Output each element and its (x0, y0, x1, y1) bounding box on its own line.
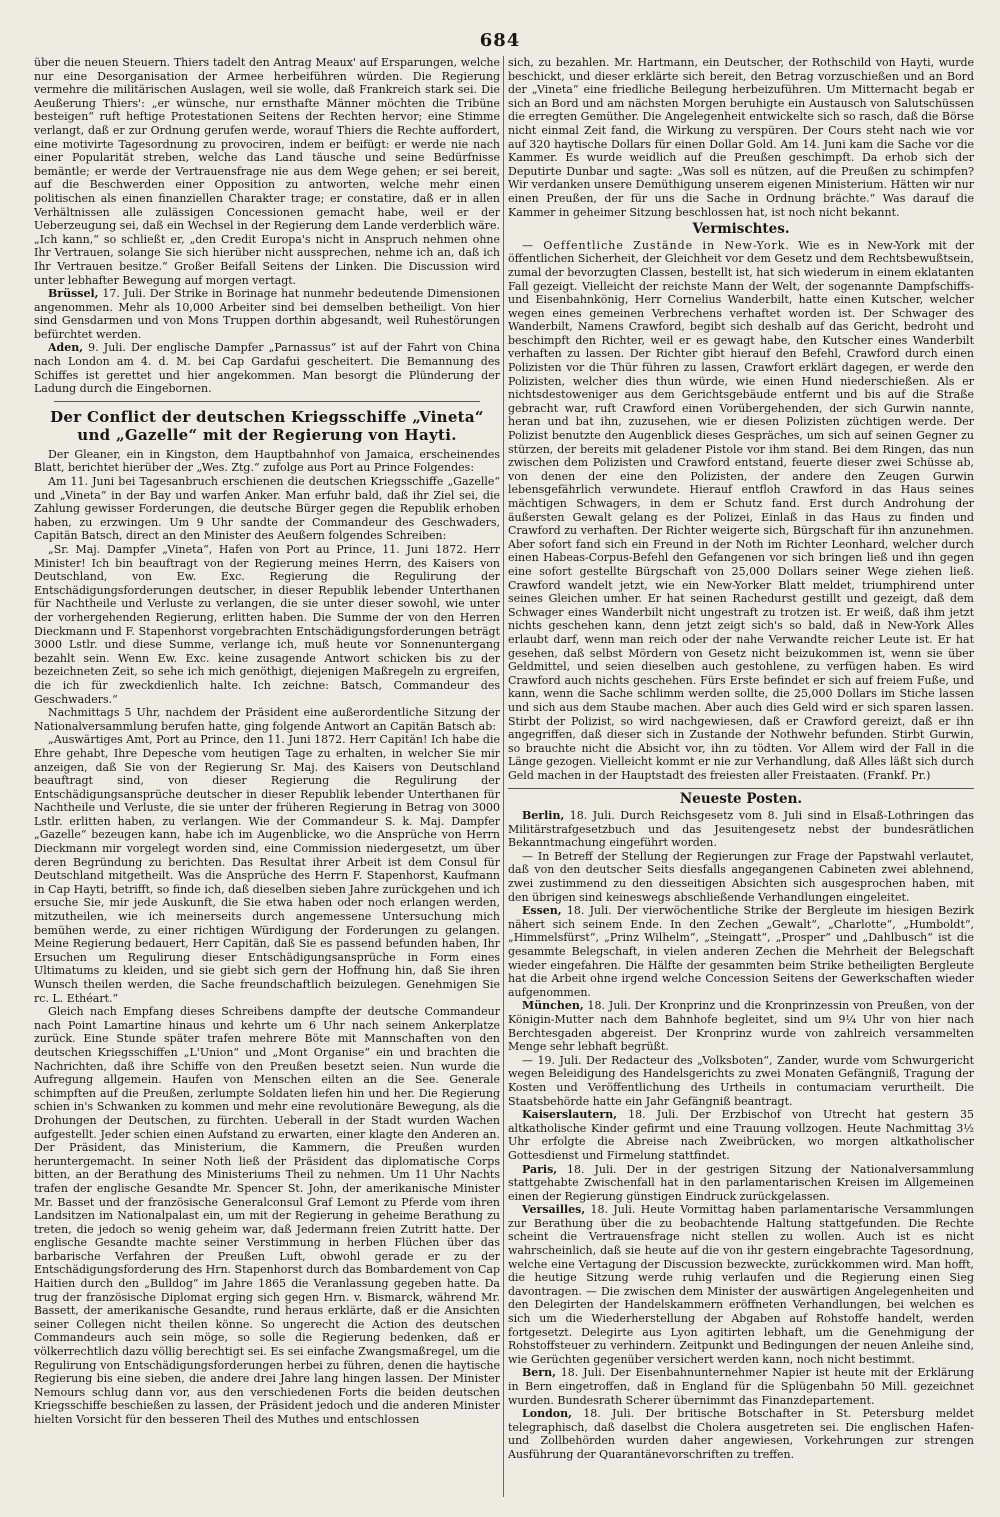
article-paragraph: „Auswärtiges Amt, Port au Prince, den 11. Juni 1872. Herr Capitän! Ich habe die Ehre gehabt, Ihre Depesche vom heutigen Tage zu erhalten, in welcher Sie mir anzeigen, daß Sie von der Regierung Sr. Maj. des Kaisers von Deutschland beauftragt sind, von dieser Regierung die Regulirung der Entschädigungsansprüche deutscher in dieser Republik lebender Unterthanen für Nachtheile und Verluste, die sie unter der früheren Regierung in Betrag von 3000 Lstlr. erlitten haben, zu verlangen. Wie der Commandeur S. k. Maj. Dampfer „Gazelle“ bezeugen kann, habe ich im Augenblicke, wo die Ansprüche von Herrn Dieckmann mir vorgelegt worden sind, eine Commission niedergesetzt, um über deren Begründung zu berichten. Das Resultat ihrer Arbeit ist dem Consul für Deutschland mitgetheilt. Was die Ansprüche des Herrn F. Stapenhorst, Kaufmann in Cap Hayti, betrifft, so finde ich, daß dieselben sieben Jahre zurückgehen und ich ersuche Sie, mir jede Auskunft, die Sie etwa haben oder noch erlangen werden, mitzutheilen, wie ich meinerseits durch angemessene Untersuchung mich bemühen werde, zu einer richtigen Würdigung der Forderungen zu gelangen. Meine Regierung bedauert, Herr Capitän, daß Sie es passend befunden haben, Ihr Ersuchen um Regulirung dieser Entschädigungsansprüche in Form eines Ultimatums zu kleiden, und sie giebt sich gern der Hoffnung hin, daß Sie ihren Wunsch theilen werden, die Sache freundschaftlich beizulegen. Genehmigen Sie rc. L. Ethéart.“ (34, 733, 500, 1005)
dateline: Bern, (522, 1366, 556, 1380)
section-rule (54, 401, 480, 402)
dateline: Brüssel, (48, 287, 99, 301)
news-item: Berlin, 18. Juli. Durch Reichsgesetz vom 8. Juli sind in Elsaß-Lothringen das Militärstrafgesetzbuch und das Jesuitengesetz nebst der bundesrätlichen Bekanntmachung eingeführt worden. (508, 809, 974, 850)
news-item: München, 18. Juli. Der Kronprinz und die Kronprinzessin von Preußen, von der Königin-Mutter nach dem Bahnhofe begleitet, sind um 9¼ Uhr von hier nach Berchtesgaden abgereist. Der Kronprinz wurde von zahlreich versammelten Menge sehr lebhaft begrüßt. (508, 999, 974, 1054)
dateline: Kaiserslautern, (522, 1108, 618, 1122)
article-paragraph: Gleich nach Empfang dieses Schreibens dampfte der deutsche Commandeur nach Point Lamartine hinaus und kehrte um 6 Uhr nach seinem Ankerplatze zurück. Eine Stunde später trafen mehrere Böte mit Mannschaften von den deutschen Kriegsschiffen „L'Union“ und „Mont Organise“ ein und brachten die Nachrichten, daß ihre Schiffe von den Preußen besetzt seien. Nun wurde die Aufregung allgemein. Haufen von Menschen eilten an die See. Generale schimpften auf die Preußen, zerlumpte Soldaten liefen hin und her. Die Regierung schien in's Schwanken zu kommen und mehr eine revolutionäre Bewegung, als die Drohungen der Deutschen, zu fürchten. Ueberall in der Stadt wurden Wachen aufgestellt. Jeder schien einen Aufstand zu erwarten, einer klagte den Anderen an. Der Präsident, das Ministerium, die Kammern, die Preußen wurden heruntergemacht. In seiner Noth ließ der Präsident das diplomatische Corps bitten, an der Berathung des Ministeriums Theil zu nehmen. Um 11 Uhr Nachts trafen der englische Gesandte Mr. Spencer St. John, der amerikanische Minister Mr. Basset und der französische Generalconsul Graf Lemont zu Pferde vom ihren Landsitzen im Nationalpalast ein, um mit der Regierung in geheime Berathung zu treten, die jedoch so wenig geheim war, daß Jedermann freien Zutritt hatte. Der englische Gesandte machte seiner Verstimmung in herben Flüchen über das barbarische Verfahren der Preußen Luft, obwohl gerade er zu der Entschädigungsforderung des Hrn. Stapenhorst durch das Bombardement von Cap Haitien durch den „Bulldog“ im Jahre 1865 die Veranlassung gegeben hatte. Da trug der französische Diplomat erging sich gegen Hrn. v. Bismarck, während Mr. Bassett, der amerikanische Gesandte, rund heraus erklärte, daß er die Ansichten seiner Collegen nicht theilen könne. So ungerecht die Action des deutschen Commandeurs auch sein möge, so solle die Regierung bedenken, daß er völkerrechtlich dazu völlig berechtigt sei. Es sei einfache Zwangsmaßregel, um die Regulirung von Entschädigungsforderungen herbei zu führen, denen die haytische Regierung bis eine sieben, die andere drei Jahre lang hingen lassen. Der Minister Nemours schlug dann vor, aus den verschiedenen Forts die beiden deutschen Kriegsschiffe beschießen zu lassen, der Präsident jedoch und die anderen Minister hielten Vorsicht für den besseren Theil des Muthes und entschlossen (34, 1005, 500, 1426)
dateline: London, (522, 1407, 572, 1421)
item-title: — Oeffentliche Zustände in New-York. (522, 238, 790, 252)
news-item: Kaiserslautern, 18. Juli. Der Erzbischof von Utrecht hat gestern 35 altkatholische Kinder gefirmt und eine Trauung vollzogen. Heute Nachmittag 3½ Uhr erfolgte die Abreise nach Zweibrücken, wo morgen altkatholischer Gottesdienst und Firmelung stattfindet. (508, 1108, 974, 1162)
news-item-bruessel: Brüssel, 17. Juli. Der Strike in Borinage hat nunmehr bedeutende Dimensionen angenommen. Mehr als 10,000 Arbeiter sind bei demselben betheiligt. Von hier sind Gensdarmen und von Mons Truppen dorthin abgesandt, weil Ruhestörungen befürchtet werden. (34, 287, 500, 341)
misc-item: — Oeffentliche Zustände in New-York. Wie es in New-York mit der öffentlichen Sicherheit, der Gleichheit vor dem Gesetz und dem Rechtsbewußtsein, zumal der bevorzugten Classen, bestellt ist, hat sich wiederum in einem eklatanten Fall gezeigt. Vielleicht der reichste Mann der Welt, der sogenannte Dampfschiffs- und Eisenbahnkönig, Herr Cornelius Wanderbilt, hatte einen Kutscher, welcher wegen eines gemeinen Verbrechens verhaftet worden ist. Der Schwager des Wanderbilt, Namens Crawford, begibt sich deshalb auf das Gericht, bedroht und beschimpft den Richter, weil er es gewagt habe, den Kutscher eines Wanderbilt verhaften zu lassen. Der Richter gibt hierauf den Befehl, Crawford durch einen Polizisten vor die Thür führen zu lassen, Crawfort erklärt dagegen, er werde den Polizisten, welcher dies thun würde, wie einen Hund niederschießen. Als er nichtsdestoweniger aus dem Gerichtsgebäude entfernt und bis auf die Straße gebracht war, ruft Crawford einen Vorübergehenden, der sich Gurwin nannte, heran und bat ihn, zuzusehen, wie er diesen Polizisten züchtigen werde. Der Polizist benutzte den Augenblick dieses Gespräches, um sich auf seinen Gegner zu stürzen, der bereits mit geladener Pistole vor ihm stand. Bei dem Ringen, das nun zwischen dem Polizisten und Crawford entstand, feuerte dieser zwei Schüsse ab, von denen der eine den Polizisten, der andere den Zeugen Gurwin lebensgefährlich verwundete. Hierauf entfloh Crawford in das Haus seines mächtigen Schwagers, in dem er Schutz fand. Erst durch Androhung der äußersten Gewalt gelang es der Polizei, Einlaß in das Haus zu finden und Crawford zu verhaften. Der Richter weigerte sich, Bürgschaft für ihn anzunehmen. Aber sofort fand sich ein Freund in der Noth im Richter Leonhard, welcher durch einen Habeas-Corpus-Befehl den Gefangenen vor sich bringen ließ und ihn gegen eine sofort gestellte Bürgschaft von 25,000 Dollars seiner Wege ziehen ließ. Crawford wandelt jetzt, wie ein New-Yorker Blatt meldet, triumphirend unter seines Gleichen umher. Er hat seinen Rachedurst gestillt und gezeigt, daß dem Schwager eines Wanderbilt nicht ungestraft zu trotzen ist. Er weiß, daß ihm jetzt nichts geschehen kann, denn jetzt zeigt sich's so bald, daß in New-York Alles erlaubt darf, wenn man reich oder der nahe Verwandte reicher Leute ist. Er hat gesehen, daß selbst Mördern von Gesetz nicht beizukommen ist, wenn sie über Geldmittel, und seien dieselben auch gestohlene, zu verfügen haben. Es wird Crawford auch nichts geschehen. Fürs Erste befindet er sich auf freiem Fuße, und kann, wenn die Sache schlimm werden sollte, die 25,000 Dollars im Stiche lassen und sich aus dem Staube machen. Aber auch dies Geld wird er sich sparen lassen. Stirbt der Polizist, so wird nachgewiesen, daß er Crawford gereizt, daß er ihn angegriffen, daß dieser sich in Zustande der Nothwehr befunden. Stirbt Gurwin, so brauchte nicht die Absicht vor, ihn zu tödten. Vor Allem wird der Fall in die Länge gezogen. Vielleicht kommt er nie zur Verhandlung, daß Alles läßt sich durch Geld machen in der Hauptstadt des freiesten aller Freistaaten. (Frankf. Pr.) (508, 238, 974, 782)
news-item: Bern, 18. Juli. Der Eisenbahnunternehmer Napier ist heute mit der Erklärung in Bern eingetroffen, daß in England für die Splügenbahn 50 Mill. gezeichnet wurden. Bundesrath Scherer übernimmt das Finanzdepartement. (508, 1366, 974, 1407)
article-paragraph: Der Gleaner, ein in Kingston, dem Hauptbahnhof von Jamaica, erscheinendes Blatt, berichtet hierüber der „Wes. Ztg.“ zufolge aus Port au Prince Folgendes: (34, 447, 500, 475)
section-heading-neueste-posten: Neueste Posten. (679, 791, 803, 808)
dateline: Aden, (48, 341, 84, 355)
article-paragraph: „Sr. Maj. Dampfer „Vineta“, Hafen von Port au Prince, 11. Juni 1872. Herr Minister! Ich bin beauftragt von der Regierung meines Herrn, des Kaisers von Deutschland, von Ew. Exc. Regierung die Regulirung der Entschädigungsforderungen deutscher, in dieser Republik lebender Unterthanen für Nachtheile und Verluste zu verlangen, die sie unter dieser sowohl, wie unter der vorhergehenden Regierung, erlitten haben. Die Summe der von den Herren Dieckmann und F. Stapenhorst vorgebrachten Entschädigungsforderungen beträgt 3000 Lstlr. und diese Summe, verlange ich, muß heute vor Sonnenuntergang bezahlt sein. Wenn Ew. Exc. keine zusagende Antwort schicken bis zu der bezeichneten Zeit, so sehe ich mich genöthigt, diejenigen Maßregeln zu ergreifen, die ich für zweckdienlich halte. Ich zeichne: Batsch, Commandeur des Geschwaders.“ (34, 543, 500, 706)
news-item: Versailles, 18. Juli. Heute Vormittag haben parlamentarische Versammlungen zur Berathung über die zu beobachtende Haltung stattgefunden. Die Rechte scheint die Vertrauensfrage nicht stellen zu wollen. Auch ist es nicht wahrscheinlich, daß sie heute auf die von ihr gestern eingebrachte Tagesordnung, welche eine Vertagung der Discussion bezweckte, zurückkommen wird. Man hofft, die heutige Sitzung werde ruhig verlaufen und die Regierung einen Sieg davontragen. — Die zwischen dem Minister der auswärtigen Angelegenheiten und den Delegirten der Handelskammern eröffneten Verhandlungen, bei welchen es sich um die Wiederherstellung der Abgaben auf Rohstoffe handelt, werden fortgesetzt. Delegirte aus Lyon agitirten lebhaft, um die Genehmigung der Rohstoffsteuer zu verhindern. Zeitpunkt und Bedingungen der neuen Anleihe sind, wie Gerüchten gegenüber versichert werden kann, noch nicht bestimmt. (508, 1203, 974, 1366)
column-divider (503, 56, 504, 1497)
section-heading-vermischtes: Vermischtes. (692, 221, 790, 238)
news-item: — In Betreff der Stellung der Regierungen zur Frage der Papstwahl verlautet, daß von den deutscher Seits diesfalls angegangenen Cabineten zwei ablehnend, zwei zustimmend zu den diesseitigen Absichten sich ausgesprochen haben, mit den übrigen sind keineswegs abschließende Verhandlungen eingeleitet. (508, 849, 974, 904)
section-rule (508, 788, 974, 789)
news-item: — 19. Juli. Der Redacteur des „Volksboten“, Zander, wurde vom Schwurgericht wegen Beleidigung des Handelsgerichts zu zwei Monaten Gefängniß, Tragung der Kosten und Veröffentlichung des Urtheils in contumaciam verurtheilt. Die Staatsbehörde hatte ein Jahr Gefängniß beantragt. (508, 1053, 974, 1108)
article-paragraph: Am 11. Juni bei Tagesanbruch erschienen die deutschen Kriegsschiffe „Gazelle“ und „Vineta“ in der Bay und warfen Anker. Man erfuhr bald, daß ihr Ziel sei, die Zahlung gewisser Forderungen, die deutsche Bürger gegen die Republik erhoben haben, zu erzwingen. Um 9 Uhr sandte der Commandeur des Geschwaders, Capitän Batsch, direct an den Minister des Aeußern folgendes Schreiben: (34, 475, 500, 543)
news-item: Paris, 18. Juli. Der in der gestrigen Sitzung der Nationalversammlung stattgehabte Zwischenfall hat in den parlamentarischen Kreisen im Allgemeinen einen der Regierung günstigen Eindruck zurückgelassen. (508, 1162, 974, 1203)
news-item: London, 18. Juli. Der britische Botschafter in St. Petersburg meldet telegraphisch, daß daselbst die Cholera ausgetreten sei. Die englischen Hafen- und Zollbehörden wurden daher angewiesen, Vorkehrungen zur strengen Ausführung der Quarantänevorschriften zu treffen. (508, 1407, 974, 1461)
article-heading: Der Conflict der deutschen Kriegsschiffe „Vineta“ und „Gazelle“ mit der Regierung von Hayti. (50, 407, 484, 444)
news-item: Essen, 18. Juli. Der vierwöchentliche Strike der Bergleute im hiesigen Bezirk nähert sich seinem Ende. In den Zechen „Gewalt“, „Charlotte“, „Humboldt“, „Himmelsfürst“, „Prinz Wilhelm“, „Steingatt“, „Prosper“ und „Dahlbusch“ ist die gesammte Belegschaft, in vielen anderen Zechen die Mehrheit der Belegschaft wieder eingefahren. Die Hälfte der gesammten beim Strike betheiligten Bergleute hat die Arbeit ohne irgend welche Concession Seitens der Gewerkschaften wieder aufgenommen. (508, 904, 974, 999)
dateline: München, (522, 999, 584, 1013)
page-number: 684 (479, 30, 521, 51)
news-item-aden: Aden, 9. Juli. Der englische Dampfer „Parnassus“ ist auf der Fahrt von China nach London am 4. d. M. bei Cap Gardafui gescheitert. Die Bemannung des Schiffes ist gerettet und hier angekommen. Man besorgt die Plünderung der Ladung durch die Eingebornen. (34, 341, 500, 396)
article-paragraph: Nachmittags 5 Uhr, nachdem der Präsident eine außerordentliche Sitzung der Nationalversammlung berufen hatte, ging folgende Antwort an Capitän Batsch ab: (34, 706, 500, 733)
dateline: Versailles, (522, 1203, 586, 1217)
dateline: Essen, (522, 904, 562, 918)
left-column (34, 56, 500, 1507)
article-continuation: über die neuen Steuern. Thiers tadelt den Antrag Meaux' auf Ersparungen, welche nur eine Desorganisation der Armee herbeiführen würden. Die Regierung vermehre die militärischen Auslagen, weil sie wolle, daß Frankreich stark sei. Die Aeußerung Thiers': „er wünsche, nur ernsthafte Männer möchten die Tribüne besteigen“ ruft heftige Protestationen Seitens der Rechten hervor; eine Stimme verlangt, daß er zur Ordnung gerufen werde, worauf Thiers die Rechte auffordert, eine motivirte Tagesordnung zu provociren, indem er beifügt: er werde nie nach einer Popularität streben, welche das Land täusche und seine Bedürfnisse bemäntle; er werde der Vertrauensfrage nie aus dem Wege gehen; er sei bereit, auf die Beschwerden einer Opposition zu antworten, welche mehr einen politischen als einen finanziellen Charakter trage; er constatire, daß er in allen Verhältnissen alle zulässigen Concessionen gemacht habe, weil er der Ueberzeugung sei, daß ein Wechsel in der Regierung dem Lande verderblich wäre. „Ich kann,“ so schließt er, „den Credit Europa's nicht in Anspruch nehmen ohne Ihr Vertrauen, solange Sie sich hierüber nicht aussprechen, nehme ich an, daß ich Ihr Vertrauen besitze.“ Großer Beifall Seitens der Linken. Die Discussion wird unter lebhafter Bewegung auf morgen vertagt. (34, 56, 500, 287)
dateline: Paris, (522, 1162, 558, 1176)
right-column (508, 56, 974, 1507)
article-continuation: sich, zu bezahlen. Mr. Hartmann, ein Deutscher, der Rothschild von Hayti, wurde beschickt, und dieser erklärte sich bereit, den Betrag vorzuschießen und an Bord der „Vineta“ eine friedliche Beilegung herbeizuführen. Um Mitternacht begab er sich an Bord und am nächsten Morgen beruhigte ein Austausch von Salutschüssen die erregten Gemüther. Die Angelegenheit entwickelte sich so rasch, daß die Börse nicht einmal Zeit fand, die Wirkung zu verspüren. Der Cours steht nach wie vor auf 320 haytische Dollars für einen Dollar Gold. Am 14. Juni kam die Sache vor die Kammer. Es wurde weidlich auf die Preußen geschimpft. Da erhob sich der Deputirte Dunbar und sagte: „Was soll es nützen, auf die Preußen zu schimpfen? Wir verdanken unsere Demüthigung unserem eigenen Ministerium. Hätten wir nur einen Preußen, der für uns die Sache in Ordnung brächte.“ Was darauf die Kammer in geheimer Sitzung beschlossen hat, ist noch nicht bekannt. (508, 56, 974, 219)
dateline: Berlin, (522, 809, 565, 823)
